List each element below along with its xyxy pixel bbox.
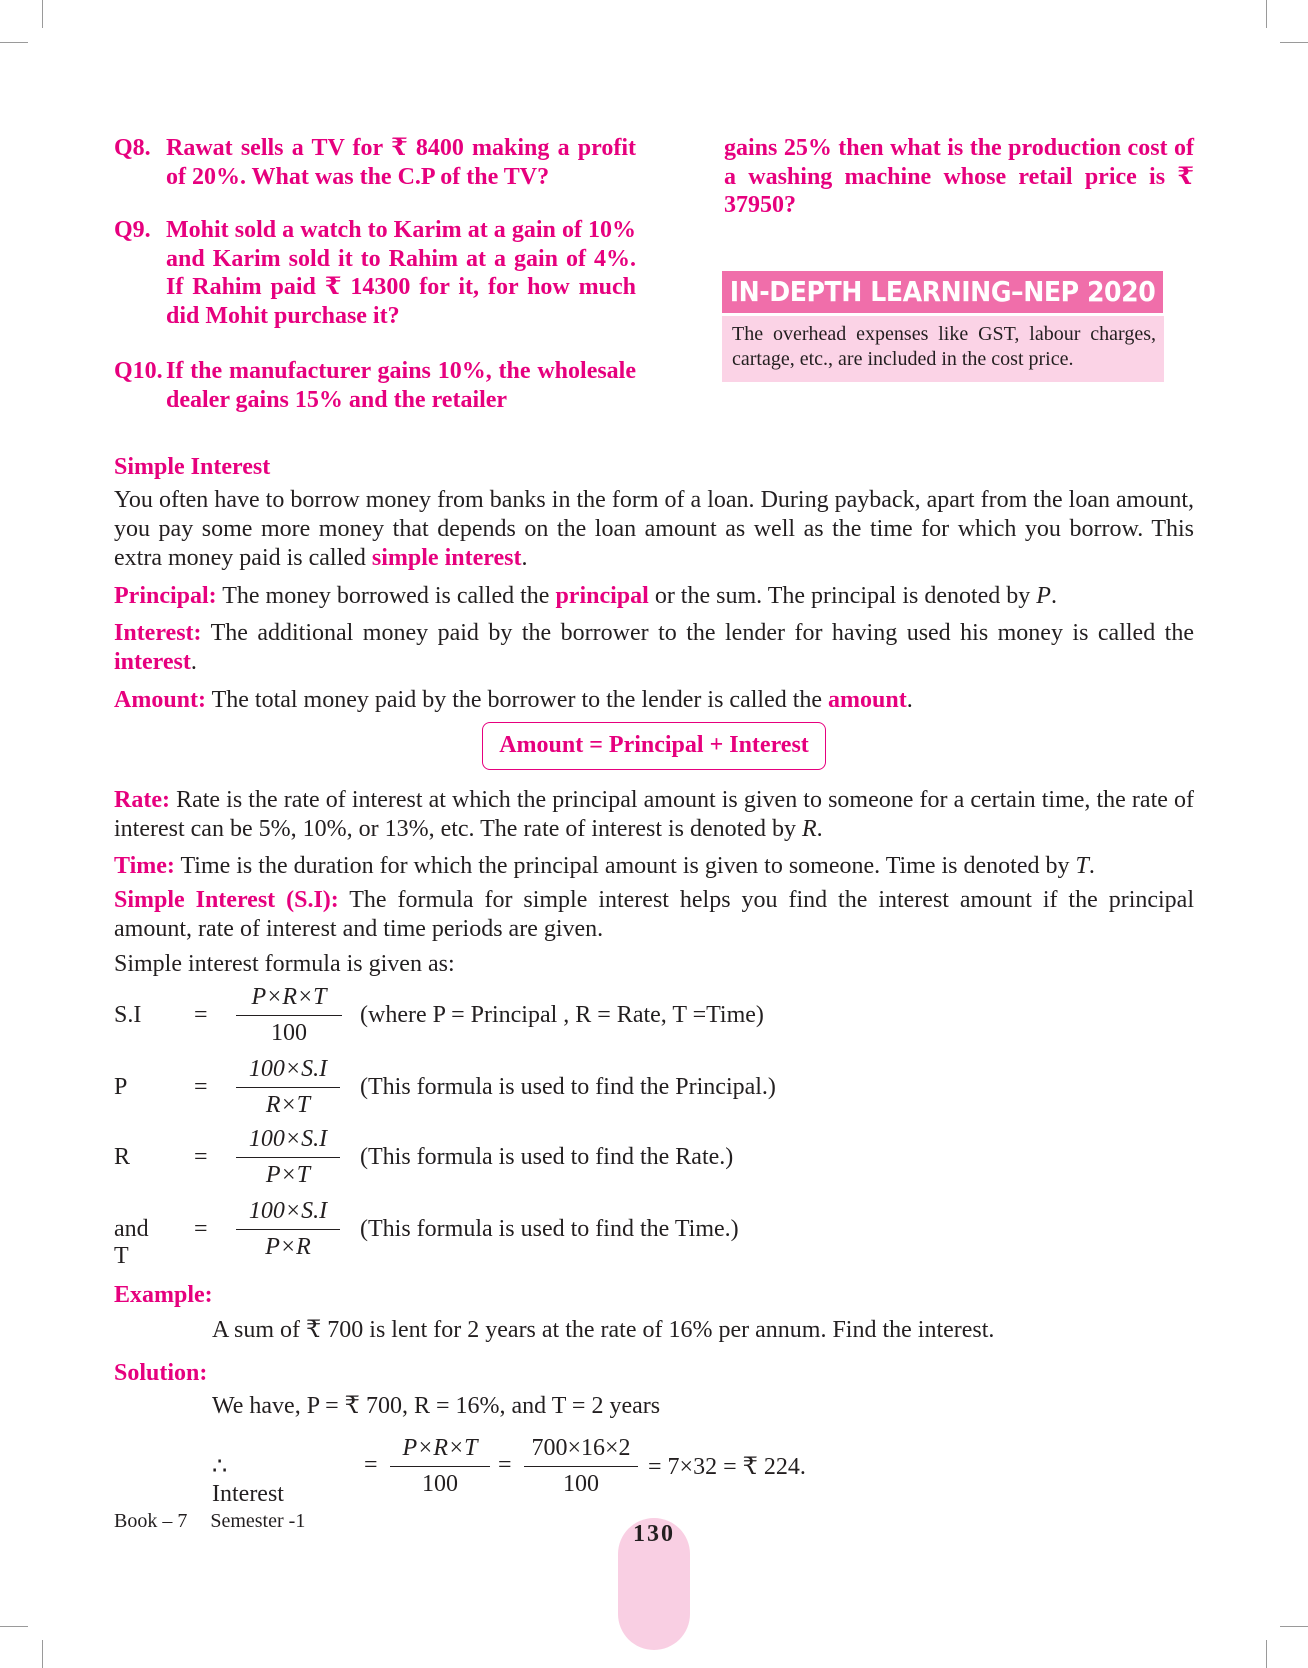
equals-sign: = bbox=[194, 1074, 208, 1100]
symbol: R bbox=[802, 816, 817, 842]
term-label: Rate: bbox=[114, 787, 170, 813]
definition-amount bbox=[114, 686, 1194, 715]
denominator: R×T bbox=[265, 1092, 311, 1118]
term-label: Simple Interest (S.I): bbox=[114, 887, 339, 913]
def-text: The formula for simple interest helps you find the interest amount if the principal amount, rate of interest and time periods are given. bbox=[114, 887, 1194, 942]
nep-heading: IN-DEPTH LEARNING–NEP 2020 bbox=[722, 271, 1163, 313]
book-label: Book – 7 bbox=[114, 1510, 188, 1532]
question-q9 bbox=[114, 216, 636, 330]
def-text: The money borrowed is called the bbox=[216, 583, 556, 609]
question-number: Q8. bbox=[114, 135, 151, 161]
crop-mark bbox=[0, 1626, 28, 1627]
section-heading-simple-interest: Simple Interest bbox=[114, 454, 271, 480]
symbol: T bbox=[1075, 853, 1089, 879]
example-heading: Example: bbox=[114, 1282, 213, 1308]
solution-result: = 7×32 = ₹ 224. bbox=[648, 1454, 806, 1480]
solution-label: ∴ Interest bbox=[212, 1454, 284, 1507]
definition-principal bbox=[114, 582, 1194, 611]
question-q10-continued: gains 25% then what is the production cost of a washing machine whose retail price is ₹ 37950? bbox=[724, 135, 1194, 218]
formula-note: (This formula is used to find the Principal.) bbox=[360, 1074, 776, 1100]
equals-sign: = bbox=[194, 1216, 208, 1242]
question-number: Q9. bbox=[114, 217, 151, 243]
question-text: Rawat sells a TV for ₹ 8400 making a profit of 20%. What was the C.P of the TV? bbox=[166, 135, 636, 190]
numerator: 100×S.I bbox=[236, 1056, 340, 1088]
footer-book-info bbox=[114, 1510, 305, 1533]
symbol: P bbox=[1036, 583, 1051, 609]
def-term: interest bbox=[114, 649, 191, 675]
formula-label: P bbox=[114, 1074, 128, 1100]
fraction bbox=[236, 1126, 340, 1189]
definition-simple-interest bbox=[114, 886, 1194, 944]
denominator: 100 bbox=[422, 1471, 458, 1497]
formula-intro: Simple interest formula is given as: bbox=[114, 951, 455, 977]
def-term: amount bbox=[828, 687, 907, 713]
definition-time bbox=[114, 852, 1194, 881]
numerator: P×R×T bbox=[236, 984, 342, 1016]
numerator: 100×S.I bbox=[236, 1198, 340, 1230]
term-label: Principal: bbox=[114, 583, 217, 609]
formula-label: R bbox=[114, 1144, 131, 1170]
intro-text: You often have to borrow money from banks in the form of a loan. During payback, apart from the loan amount, you pay some more money that depends on the loan amount as well as the time for which you borrow. This extra money paid is called bbox=[114, 487, 1194, 571]
punct: . bbox=[816, 816, 823, 842]
def-text: Rate is the rate of interest at which the principal amount is given to someone for a certain time, the rate of interest can be 5%, 10%, or 13%, etc. The rate of interest is denoted by bbox=[114, 787, 1194, 842]
crop-mark bbox=[0, 42, 28, 43]
numerator: 100×S.I bbox=[236, 1126, 340, 1158]
equals-sign: = bbox=[498, 1452, 512, 1478]
numerator: P×R×T bbox=[390, 1435, 490, 1467]
term-label: Amount: bbox=[114, 687, 207, 713]
question-text: Mohit sold a watch to Karim at a gain of 10% and Karim sold it to Rahim at a gain of 4%. If Rahim paid ₹ 14300 for it, for how much did Mohit purchase it? bbox=[166, 217, 636, 329]
formula-note: (This formula is used to find the Rate.) bbox=[360, 1144, 734, 1170]
equals-sign: = bbox=[364, 1452, 378, 1478]
question-number: Q10. bbox=[114, 358, 163, 384]
page-number: 130 bbox=[633, 1521, 675, 1547]
question-q10 bbox=[114, 357, 636, 414]
equals-sign: = bbox=[194, 1144, 208, 1170]
formula-label: and T bbox=[114, 1216, 149, 1269]
equals-sign: = bbox=[194, 1002, 208, 1028]
definition-interest bbox=[114, 619, 1194, 677]
def-text: Time is the duration for which the principal amount is given to someone. Time is denoted by bbox=[174, 853, 1076, 879]
fraction bbox=[236, 984, 342, 1047]
punct: . bbox=[1088, 853, 1095, 879]
example-text: A sum of ₹ 700 is lent for 2 years at the rate of 16% per annum. Find the interest. bbox=[212, 1317, 995, 1343]
question-text: If the manufacturer gains 10%, the wholesale dealer gains 15% and the retailer bbox=[166, 358, 636, 413]
formula-note: (where P = Principal , R = Rate, T =Time) bbox=[360, 1002, 764, 1028]
fraction bbox=[390, 1435, 490, 1498]
intro-term: simple interest bbox=[371, 545, 522, 571]
nep-note: The overhead expenses like GST, labour charges, cartage, etc., are included in the cost price. bbox=[722, 316, 1164, 382]
solution-given: We have, P = ₹ 700, R = 16%, and T = 2 years bbox=[212, 1393, 661, 1419]
def-text: The total money paid by the borrower to the lender is called the bbox=[206, 687, 829, 713]
term-label: Time: bbox=[114, 853, 175, 879]
crop-mark bbox=[42, 0, 43, 28]
amount-formula-box: Amount = Principal + Interest bbox=[482, 722, 826, 770]
punct: . bbox=[906, 687, 913, 713]
solution-heading: Solution: bbox=[114, 1360, 208, 1386]
punct: . bbox=[1050, 583, 1057, 609]
fraction bbox=[236, 1198, 340, 1261]
formula-label: S.I bbox=[114, 1002, 142, 1028]
question-q8 bbox=[114, 134, 636, 191]
fraction bbox=[524, 1435, 638, 1498]
def-text: or the sum. The principal is denoted by bbox=[648, 583, 1037, 609]
punct: . bbox=[190, 649, 197, 675]
crop-mark bbox=[1266, 1640, 1267, 1668]
crop-mark bbox=[1280, 42, 1308, 43]
simple-interest-intro bbox=[114, 486, 1194, 573]
term-label: Interest: bbox=[114, 620, 202, 646]
definition-rate bbox=[114, 786, 1194, 844]
semester-label: Semester -1 bbox=[210, 1510, 306, 1532]
fraction bbox=[236, 1056, 340, 1119]
crop-mark bbox=[1266, 0, 1267, 28]
denominator: P×R bbox=[265, 1234, 311, 1260]
formula-note: (This formula is used to find the Time.) bbox=[360, 1216, 739, 1242]
def-term: principal bbox=[555, 583, 649, 609]
punct: . bbox=[521, 545, 528, 571]
denominator: P×T bbox=[265, 1162, 311, 1188]
def-text: The additional money paid by the borrower to the lender for having used his money is called the bbox=[201, 620, 1194, 646]
denominator: 100 bbox=[563, 1471, 599, 1497]
crop-mark bbox=[42, 1640, 43, 1668]
crop-mark bbox=[1280, 1626, 1308, 1627]
numerator: 700×16×2 bbox=[524, 1435, 638, 1467]
denominator: 100 bbox=[271, 1020, 307, 1046]
